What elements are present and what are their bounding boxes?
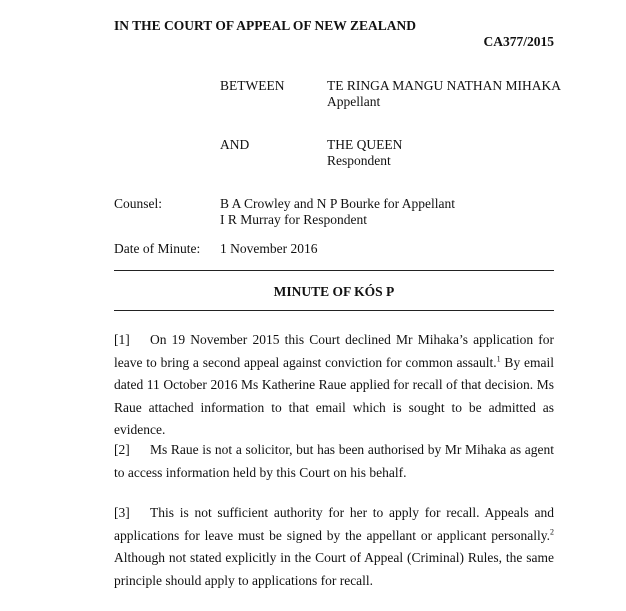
- top-divider: [114, 270, 554, 271]
- party-label-between: BETWEEN: [220, 78, 285, 93]
- counsel-appellant: B A Crowley and N P Bourke for Appellant: [220, 196, 455, 211]
- paragraph-1: [114, 329, 554, 442]
- paragraph-text: This is not sufficient authority for her to apply for recall. Appeals and applications for leave must be signed by the appellant or applicant personally.: [114, 505, 554, 543]
- appellant-name: TE RINGA MANGU NATHAN MIHAKA: [327, 78, 561, 93]
- paragraph-text: Ms Raue is not a solicitor, but has been authorised by Mr Mihaka as agent to access information held by this Court on his behalf.: [114, 442, 554, 480]
- paragraph-text: On 19 November 2015 this Court declined Mr Mihaka’s application for leave to bring a second appeal against conviction for common assault.: [114, 332, 554, 370]
- paragraph-text-cont: By email dated 11 October 2016 Ms Katherine Raue applied for recall of that decision. Ms Raue attached information to that email which is sought to be admitted as evidence.: [114, 354, 554, 437]
- date-label: Date of Minute:: [114, 241, 201, 256]
- date-value: 1 November 2016: [220, 241, 318, 256]
- counsel-respondent: I R Murray for Respondent: [220, 212, 367, 227]
- footnote-ref-1[interactable]: 1: [496, 354, 501, 363]
- appellant-role: Appellant: [327, 94, 381, 109]
- paragraph-2: [114, 439, 554, 484]
- paragraph-number: [2]: [114, 442, 130, 457]
- counsel-label: Counsel:: [114, 196, 163, 211]
- case-number: CA377/2015: [483, 34, 554, 49]
- paragraph-number: [3]: [114, 505, 130, 520]
- paragraph-text-cont: Although not stated explicitly in the Court of Appeal (Criminal) Rules, the same principle should apply to applications for recall.: [114, 550, 554, 588]
- respondent-name: THE QUEEN: [327, 137, 403, 152]
- paragraph-3: [114, 502, 554, 592]
- respondent-role: Respondent: [327, 153, 391, 168]
- minute-title: MINUTE OF KÓS P: [273, 284, 395, 299]
- bottom-divider: [114, 310, 554, 311]
- paragraph-number: [1]: [114, 332, 130, 347]
- footnote-ref-2[interactable]: 2: [550, 527, 554, 536]
- court-title: IN THE COURT OF APPEAL OF NEW ZEALAND: [114, 18, 416, 33]
- party-label-and: AND: [220, 137, 250, 152]
